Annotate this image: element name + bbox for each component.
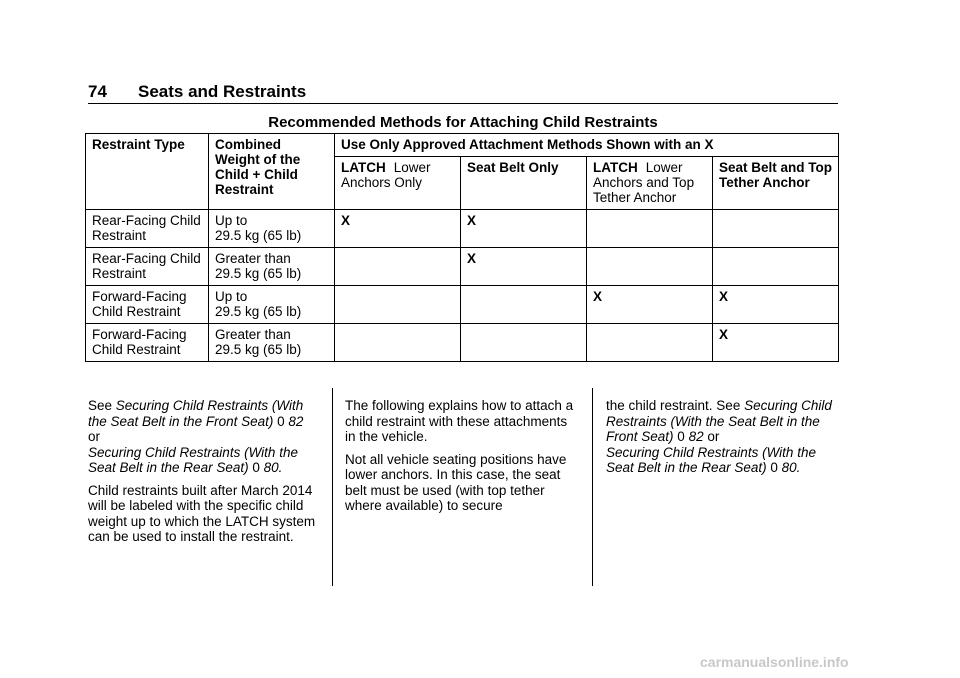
mark-seat-belt-only [461,324,587,362]
continued-references-paragraph: the child restraint. See Securing Child Restraints (With the Seat Belt in the Front Seat) 0 82 or Securing Child Restraints (With the Seat Belt in the Rear Seat) 0 80. [606,398,832,475]
mark-seat-belt-only: X [461,210,587,248]
row-weight: Greater than 29.5 kg (65 lb) [209,324,335,362]
row-weight: Up to 29.5 kg (65 lb) [209,286,335,324]
table-row [86,324,839,362]
page-ref-icon: 0 [770,460,778,475]
table-row [86,248,839,286]
header-combined-weight: Combined Weight of the Child + Child Restraint [209,134,335,210]
see-references-paragraph: See Securing Child Restraints (With the Seat Belt in the Front Seat) 0 82 or Securing Child Restraints (With the Seat Belt in the Rear Seat) 0 80. [88,398,304,475]
header-rule [88,103,838,104]
text-column-1 [88,398,324,552]
text-column-3 [606,398,838,483]
mark-latch-top [587,324,713,362]
column-divider [592,388,593,586]
column-divider [332,388,333,586]
table-row [86,210,839,248]
link-rear-seat[interactable]: Securing Child Restraints (With the Seat Belt in the Rear Seat) [88,444,298,475]
text-column-2 [345,398,581,521]
lower-anchors-paragraph: Not all vehicle seating positions have lower anchors. In this case, the seat belt must be used (with top tether where available) to secure [345,451,567,513]
mark-seat-belt-only: X [461,248,587,286]
subheader-latch-top: LATCH Lower Anchors and Top Tether Anchor [587,157,713,210]
watermark: carmanualsonline.info [700,654,849,670]
row-restraint-type: Rear-Facing Child Restraint [86,248,209,286]
mark-latch-lower: X [335,210,461,248]
header-methods: Use Only Approved Attachment Methods Shown with an X [335,134,839,157]
link-rear-seat[interactable]: Securing Child Restraints (With the Seat Belt in the Rear Seat) [606,444,816,475]
page-ref-80[interactable]: 80 [781,460,797,475]
link-front-seat[interactable]: Securing Child Restraints (With the Seat Belt in the Front Seat) [88,398,304,429]
explanation-paragraph: The following explains how to attach a child restraint with these attachments in the vehicle. [345,398,574,444]
subheader-latch-lower: LATCH Lower Anchors Only [335,157,461,210]
header-restraint-type: Restraint Type [86,134,209,210]
page-header [88,82,306,102]
section-title: Seats and Restraints [138,82,307,101]
row-restraint-type: Forward-Facing Child Restraint [86,286,209,324]
page-ref-icon: 0 [677,429,685,444]
row-weight: Up to 29.5 kg (65 lb) [209,210,335,248]
mark-latch-top [587,210,713,248]
page-ref-icon: 0 [252,460,260,475]
attachment-methods-table [85,133,839,362]
subheader-belt-tether: Seat Belt and Top Tether Anchor [713,157,839,210]
table-title: Recommended Methods for Attaching Child Restraints [268,114,658,131]
mark-seat-belt-only [461,286,587,324]
mark-belt-tether: X [713,286,839,324]
table-header-row [86,134,839,157]
page-number: 74 [88,82,107,101]
mark-belt-tether: X [713,324,839,362]
row-restraint-type: Rear-Facing Child Restraint [86,210,209,248]
table-row [86,286,839,324]
page-ref-80[interactable]: 80 [263,460,279,475]
page-ref-82[interactable]: 82 [688,429,704,444]
mark-belt-tether [713,248,839,286]
mark-latch-top [587,248,713,286]
page-ref-82[interactable]: 82 [288,413,304,429]
page-ref-icon: 0 [277,413,285,429]
link-front-seat[interactable]: Securing Child Restraints (With the Seat Belt in the Front Seat) [606,398,832,444]
subheader-seat-belt-only: Seat Belt Only [461,157,587,210]
row-restraint-type: Forward-Facing Child Restraint [86,324,209,362]
mark-latch-top: X [587,286,713,324]
mark-latch-lower [335,248,461,286]
mark-belt-tether [713,210,839,248]
mark-latch-lower [335,286,461,324]
row-weight: Greater than 29.5 kg (65 lb) [209,248,335,286]
mark-latch-lower [335,324,461,362]
latch-info-paragraph: Child restraints built after March 2014 will be labeled with the specific child weight up to which the LATCH system can be used to install the restraint. [88,482,316,544]
